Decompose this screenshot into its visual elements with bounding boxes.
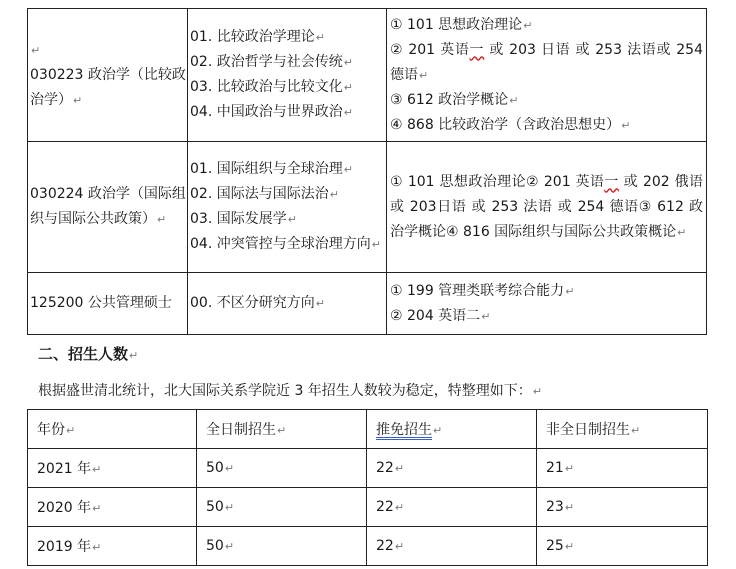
table-row [28, 273, 707, 335]
table-row [28, 142, 707, 273]
table-cell: 21↵ [537, 449, 708, 488]
program-name: 125200 公共管理硕士 [30, 295, 172, 311]
program-name-cell [28, 142, 188, 273]
direction-item: 03. 比较政治与比较文化 [190, 79, 343, 95]
exams-cell: ① 101 思想政治理论② 201 英语一 或 202 俄语 或 203日语 或 253 法语 或 254 德语③ 612 政治学概论④ 816 国际组织与国际公共政策概论↵ [387, 142, 707, 273]
exam-item: ② 204 英语二 [390, 307, 481, 324]
table-cell: 2019 年↵ [28, 527, 197, 566]
exams-cell: ① 199 管理类联考综合能力↵ ② 204 英语二↵ [387, 273, 707, 335]
table-row [28, 527, 708, 566]
spellcheck-underline: 一 [604, 173, 619, 190]
exam-item: ① 101 思想政治理论 [390, 16, 523, 33]
exam-item: ② 201 英语一 或 203 日语 或 253 法语或 254 德语 [390, 41, 703, 83]
table-cell: 50↵ [197, 527, 367, 566]
program-table [27, 8, 707, 335]
program-name: 030223 政治学（比较政治学）↵ [30, 66, 186, 108]
intro-paragraph: 根据盛世清北统计，北大国际关系学院近 3 年招生人数较为稳定，特整理如下：↵ [38, 383, 543, 399]
table-row [28, 449, 708, 488]
direction-item: 04. 中国政治与世界政治 [190, 104, 343, 120]
exam-item: ④ 868 比较政治学（含政治思想史） [390, 116, 621, 133]
direction-item: 03. 国际发展学 [190, 211, 287, 227]
directions-cell: 01. 比较政治学理论↵ 02. 政治哲学与社会传统↵ 03. 比较政治与比较文化↵ 04. 中国政治与世界政治↵ [188, 9, 387, 142]
program-name-cell [28, 273, 188, 335]
table-cell: 22↵ [367, 527, 537, 566]
table-row [28, 9, 707, 142]
direction-item: 04. 冲突管控与全球治理方向 [190, 236, 371, 252]
header-cell: 推免招生↵ [367, 410, 537, 449]
paragraph-mark: ↵ [31, 43, 41, 57]
section-heading: 二、招生人数↵ [38, 345, 139, 363]
table-cell: 50↵ [197, 449, 367, 488]
directions-cell: 00. 不区分研究方向↵ [188, 273, 387, 335]
table-row [28, 488, 708, 527]
direction-item: 00. 不区分研究方向 [190, 295, 315, 311]
program-name-cell [28, 9, 188, 142]
table-header-row [28, 410, 708, 449]
table-cell: 23↵ [537, 488, 708, 527]
program-name: 030224 政治学（国际组织与国际公共政策）↵ [30, 186, 186, 227]
spellcheck-underline: 一 [469, 41, 485, 58]
table-cell: 25↵ [537, 527, 708, 566]
direction-item: 01. 国际组织与全球治理 [190, 161, 343, 177]
table-cell: 2021 年↵ [28, 449, 197, 488]
direction-item: 02. 政治哲学与社会传统 [190, 54, 343, 70]
enrollment-table [27, 409, 708, 566]
table-cell: 50↵ [197, 488, 367, 527]
header-cell: 年份↵ [28, 410, 197, 449]
directions-cell: 01. 国际组织与全球治理↵ 02. 国际法与国际法治↵ 03. 国际发展学↵ 04. 冲突管控与全球治理方向↵ [188, 142, 387, 273]
exams-cell: ① 101 思想政治理论↵ ② 201 英语一 或 203 日语 或 253 法语或 254 德语↵ ③ 612 政治学概论↵ ④ 868 比较政治学（含政治思想史）↵ [387, 9, 707, 142]
table-cell: 22↵ [367, 449, 537, 488]
table-cell: 22↵ [367, 488, 537, 527]
exam-item: ③ 612 政治学概论 [390, 91, 509, 108]
header-cell: 非全日制招生↵ [537, 410, 708, 449]
header-cell: 全日制招生↵ [197, 410, 367, 449]
direction-item: 02. 国际法与国际法治 [190, 186, 329, 202]
table-cell: 2020 年↵ [28, 488, 197, 527]
direction-item: 01. 比较政治学理论 [190, 29, 315, 45]
exam-text: ① 101 思想政治理论② 201 英语一 或 202 俄语 或 203日语 或 253 法语 或 254 德语③ 612 政治学概论④ 816 国际组织与国际公共政策概论 [390, 173, 703, 240]
exam-item: ① 199 管理类联考综合能力 [390, 282, 565, 299]
